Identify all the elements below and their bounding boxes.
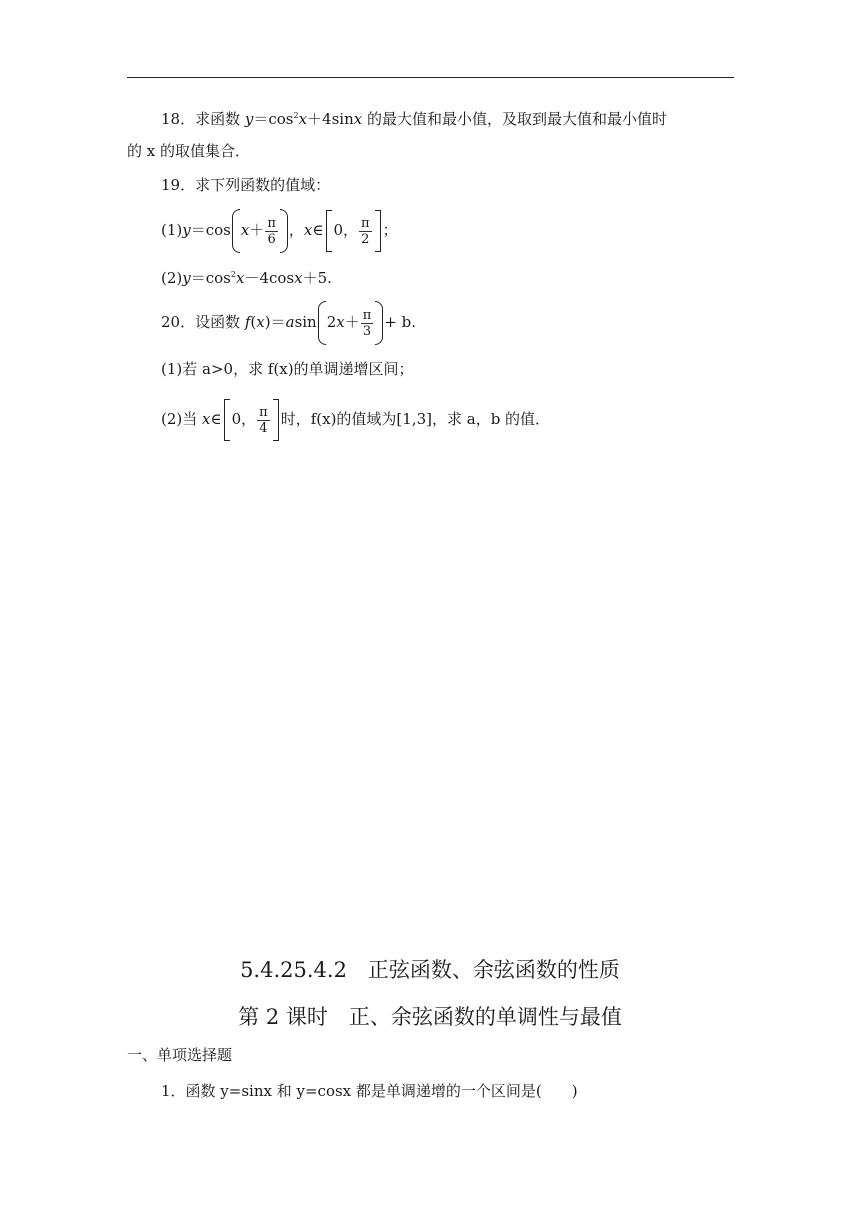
left-bracket [326,210,332,252]
q20-part1: (1)若 a>0，求 f(x)的单调递增区间； [161,360,414,378]
right-bracket [273,399,279,441]
q20-part2: (2)当 x∈ 0， $\frac{\pi}{4}$ 时，f(x)的值域为[1,3]，求 a，b 的值． [161,397,550,441]
q20-part2-label: (2)当 [161,410,203,428]
question-1: 1．函数 y=sinx 和 y=cosx 都是单调递增的一个区间是( ) [161,1082,578,1100]
q19-heading: 19．求下列函数的值域： [161,176,331,194]
fraction: $\frac{\pi}{6}$ [267,215,276,247]
section-title: 5.4.25.4.2 正弦函数、余弦函数的性质 [240,958,620,982]
left-bracket [224,399,230,441]
q18-line1: 18．求函数 $y=\cos^2x+4\sin x$ 的最大值和最小值，及取到最大值和最小值时 [161,110,668,128]
q18-line2: 的 x 的取值集合． [127,142,250,160]
fraction: $\frac{\pi}{2}$ [361,215,370,247]
q19-part2-label: (2) [161,269,183,287]
section-subtitle: 第 2 课时 正、余弦函数的单调性与最值 [238,1005,622,1029]
header-rule [127,77,734,78]
q18-text: 的最大值和最小值，及取到最大值和最小值时 [367,110,668,128]
q18-lead: 18．求函数 [161,110,245,128]
fraction: $\frac{\pi}{3}$ [362,307,372,339]
part-heading: 一、单项选择题 [127,1046,233,1064]
q20-heading: 20．设函数 f(x)＝asin 2x＋ $\frac{\pi}{3}$ + b. [161,300,416,345]
q19-part1: (1)y＝cos x＋ $\frac{\pi}{6}$ ，x∈ 0， $\frac{\pi}{2}$ ； [161,208,398,253]
q19-part2: $(2)y=\cos^2x-4\cos x+5$. [161,269,332,287]
q19-part1-label: (1) [161,221,183,239]
right-paren [375,301,383,345]
right-bracket [375,210,381,252]
right-paren [280,209,288,253]
left-paren [232,209,240,253]
left-paren [318,301,326,345]
fraction: $\frac{\pi}{4}$ [259,404,268,436]
q20-lead: 20．设函数 [161,313,245,331]
